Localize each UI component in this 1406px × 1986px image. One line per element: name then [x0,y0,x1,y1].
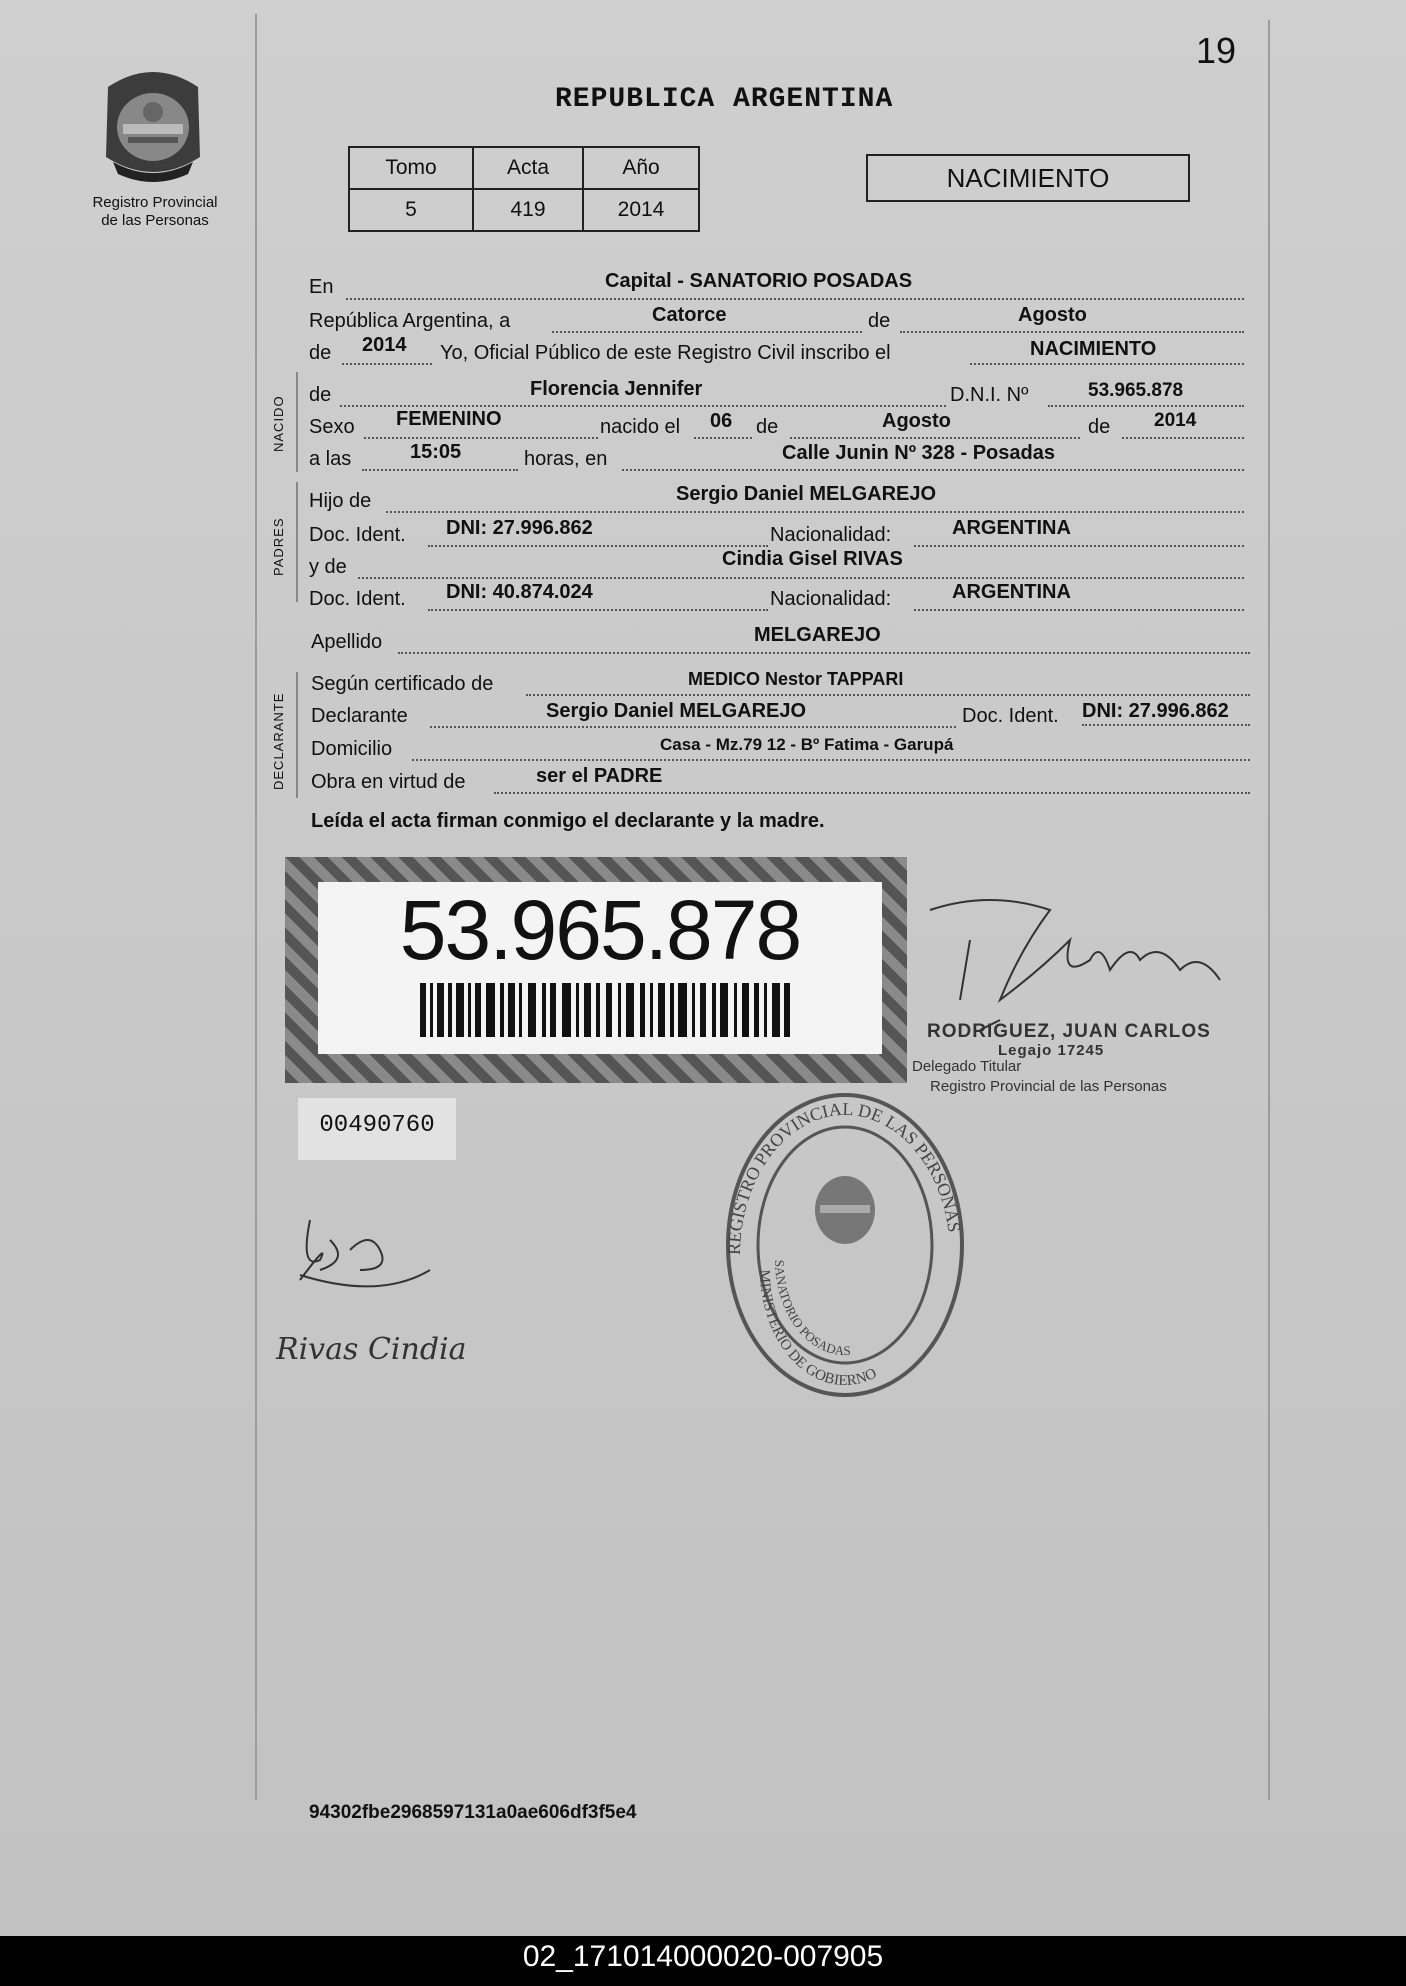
sexo-value: FEMENINO [396,408,502,430]
document-hash: 94302fbe2968597131a0ae606df3f5e4 [309,1802,637,1823]
sexo-dotted-line [364,437,598,439]
anio-nac-dotted-line [1122,437,1244,439]
official-legajo: Legajo 17245 [998,1042,1105,1059]
tomo-header: Tomo [349,147,473,189]
registry-name [70,194,240,230]
dia-value: Catorce [652,304,727,326]
nacido-de-label2: de [756,416,779,438]
padre-doc-value: DNI: 27.996.862 [446,517,593,539]
registry-stamp [720,1085,970,1400]
declarante-value: Sergio Daniel MELGAREJO [546,700,807,722]
mes-nac-value: Agosto [882,410,951,432]
official-name: RODRIGUEZ, JUAN CARLOS [927,1021,1211,1042]
declarante-doc-dotted-line [1082,724,1250,726]
left-margin-line [255,14,257,1800]
record-table-header-row [349,147,699,189]
province-coat-of-arms-logo [88,62,218,192]
declarante-doc-value: DNI: 27.996.862 [1082,700,1229,722]
mother-signature-name: Rivas Cindia [276,1332,467,1367]
hijo-de-label: Hijo de [309,490,372,512]
footer-code: 02_171014000020-007905 [522,1940,884,1973]
madre-doc-value: DNI: 40.874.024 [446,581,593,603]
domicilio-value: Casa - Mz.79 12 - Bº Fatima - Garupá [660,735,954,754]
obra-dotted-line [494,792,1250,794]
record-table-value-row [349,189,699,231]
lugar-value: Calle Junin Nº 328 - Posadas [782,442,1055,464]
nacido-de-label3: de [1088,416,1111,438]
mes-dotted-line [900,331,1244,333]
nacido-de-label: de [309,384,332,406]
mes-nac-dotted-line [790,437,1080,439]
anio-header: Año [583,147,699,189]
padres-section-label: PADRES [271,517,286,576]
closing-statement: Leída el acta firman conmigo el declarante y la madre. [311,810,825,832]
apellido-label: Apellido [311,631,383,653]
page-number: 19 [1196,30,1237,71]
record-table [348,146,700,232]
yo-text: Yo, Oficial Público de este Registro Civil inscribo el [440,342,891,364]
dni-dotted-line [1048,405,1244,407]
official-registry: Registro Provincial de las Personas [930,1078,1167,1095]
horas-en-label: horas, en [524,448,608,470]
de-label: de [868,310,891,332]
padre-nac-value: ARGENTINA [952,517,1071,539]
madre-doc-label: Doc. Ident. [309,588,406,610]
de2-label: de [309,342,332,364]
anio-value: 2014 [362,334,407,356]
official-role: Delegado Titular [912,1058,1022,1075]
tomo-value: 5 [349,189,473,231]
stamp-bottom-text: MINISTERIO DE GOBIERNO [755,1269,880,1390]
stamp-outer-text: REGISTRO PROVINCIAL DE LAS PERSONAS [723,1098,965,1256]
acta-value: 419 [473,189,583,231]
nacido-section-label: NACIDO [271,395,286,452]
nacido-bracket [296,372,298,472]
sticker-dni-number: 53.965.878 [399,883,801,977]
obra-label: Obra en virtud de [311,771,466,793]
en-value: Capital - SANATORIO POSADAS [605,270,913,292]
declarante-bracket [296,672,298,798]
document-type-box: NACIMIENTO [866,154,1190,202]
madre-nac-dotted-line [914,609,1244,611]
lugar-dotted-line [622,469,1244,471]
dia-nac-dotted-line [694,437,752,439]
registry-name-line2: de las Personas [101,212,209,229]
domicilio-label: Domicilio [311,738,393,760]
certificado-label: Según certificado de [311,673,494,695]
madre-nac-label: Nacionalidad: [770,588,892,610]
republica-label: República Argentina, a [309,310,511,332]
acto-dotted-line [970,363,1244,365]
dni-label: D.N.I. Nº [950,384,1029,406]
nacido-el-label: nacido el [600,416,681,438]
dni-value: 53.965.878 [1088,380,1184,401]
right-margin-line [1268,20,1270,1800]
anio-value: 2014 [583,189,699,231]
madre-dotted-line [358,577,1244,579]
serial-number: 00490760 [319,1112,435,1139]
madre-nac-value: ARGENTINA [952,581,1071,603]
madre-value: Cindia Gisel RIVAS [722,548,903,570]
declarant-signature [260,1200,540,1400]
alas-label: a las [309,448,352,470]
padre-nac-dotted-line [914,545,1244,547]
certificado-dotted-line [526,694,1250,696]
declarante-section-label: DECLARANTE [271,692,286,790]
y-de-label: y de [309,556,347,578]
country-title: REPUBLICA ARGENTINA [555,84,894,115]
declarante-doc-label: Doc. Ident. [962,705,1059,727]
madre-doc-dotted-line [428,609,768,611]
domicilio-dotted-line [412,759,1250,761]
barcode [420,983,790,1037]
acta-header: Acta [473,147,583,189]
nombre-dotted-line [340,405,946,407]
padre-doc-dotted-line [428,545,768,547]
apellido-value: MELGAREJO [754,624,881,646]
sexo-label: Sexo [309,416,355,438]
declarante-dotted-line [430,726,956,728]
anio-nac-value: 2014 [1154,410,1197,431]
padre-nac-label: Nacionalidad: [770,524,892,546]
hora-dotted-line [362,469,518,471]
stamp-inner-text: SANATORIO POSADAS [771,1259,851,1359]
certificado-value: MEDICO Nestor TAPPARI [688,669,904,689]
padre-dotted-line [386,511,1244,513]
padres-bracket [296,482,298,602]
nombre-value: Florencia Jennifer [530,378,703,400]
en-label: En [309,276,334,298]
dia-dotted-line [552,331,862,333]
declarante-label: Declarante [311,705,408,727]
apellido-dotted-line [398,652,1250,654]
mes-value: Agosto [1018,304,1087,326]
padre-doc-label: Doc. Ident. [309,524,406,546]
hora-value: 15:05 [410,441,462,463]
padre-value: Sergio Daniel MELGAREJO [676,483,937,505]
obra-value: ser el PADRE [536,765,663,787]
dia-nac-value: 06 [710,410,733,432]
acto-value: NACIMIENTO [1030,338,1157,360]
registry-name-line1: Registro Provincial [92,194,218,211]
anio-dotted-line [342,363,432,365]
en-dotted-line [346,298,1244,300]
